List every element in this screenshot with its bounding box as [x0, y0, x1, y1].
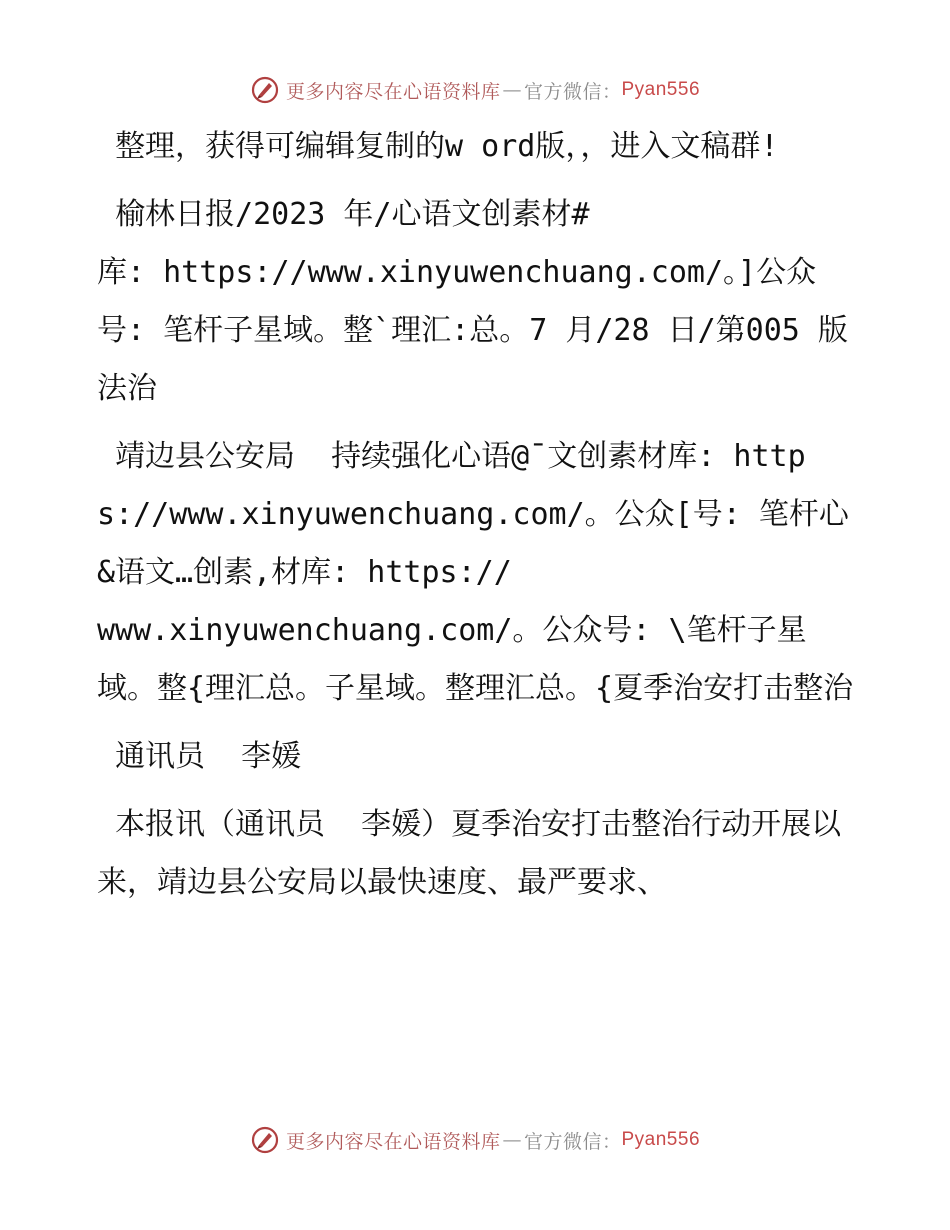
banner-wechat-label: 官方微信：	[523, 1130, 622, 1153]
paragraph-2: 榆林日报/2023 年/心语文创素材# 库: https://www.xinyuwenchuang.com/。]公众号: 笔杆子星域。整`理汇:总。7 月/28 日/第005 版法治	[97, 197, 848, 406]
header-banner	[0, 70, 950, 110]
banner-separator: —	[502, 1129, 522, 1151]
banner-wechat-id: Pyan556	[621, 79, 701, 100]
banner-text: 更多内容尽在心语资料库	[285, 80, 501, 103]
banner-wechat-label: 官方微信：	[523, 80, 622, 103]
paragraph-3: 靖边县公安局 持续强化心语@¯文创素材库: https://www.xinyuwenchuang.com/。公众[号: 笔杆心&语文…创素,材库: https:// www.xinyuwenchuang.com/。公众号: \笔杆子星域。整{理汇总。子星域。整理汇总。{夏季治安打击整治	[97, 439, 854, 706]
document-body	[97, 118, 857, 922]
pen-logo-icon	[250, 1125, 280, 1155]
paragraph-5: 本报讯（通讯员 李媛）夏季治安打击整治行动开展以来，靖边县公安局以最快速度、最严要求、	[97, 807, 842, 900]
banner-separator: —	[502, 79, 522, 101]
paragraph-4: 通讯员 李媛	[97, 739, 302, 774]
paragraph-1: 整理，获得可编辑复制的w ord版，，进入文稿群!	[97, 129, 779, 164]
banner-wechat-id: Pyan556	[621, 1129, 701, 1150]
footer-banner	[0, 1120, 950, 1160]
pen-logo-icon	[250, 75, 280, 105]
banner-text: 更多内容尽在心语资料库	[285, 1130, 501, 1153]
